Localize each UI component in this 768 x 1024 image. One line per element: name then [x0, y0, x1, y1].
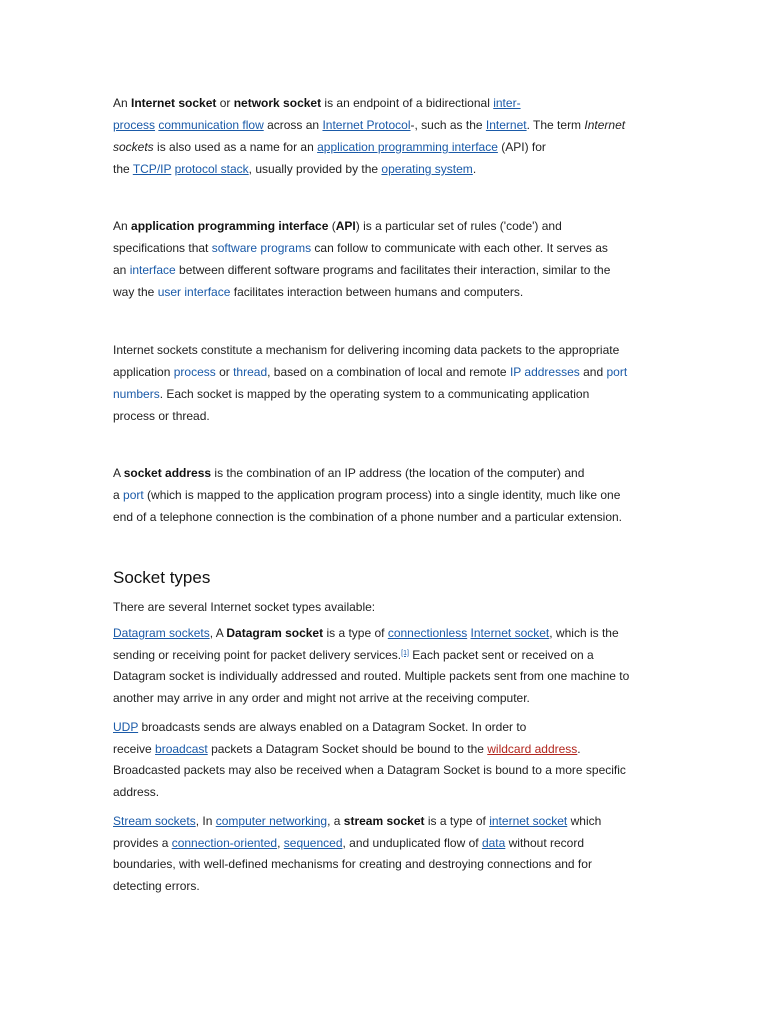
link-datagram-sockets[interactable]: Datagram sockets	[113, 626, 210, 640]
term-api: API	[335, 219, 356, 233]
text: a	[113, 488, 124, 502]
link-udp[interactable]: UDP	[113, 720, 139, 734]
term-api-full: application programming interface	[131, 219, 329, 233]
term-internet-sockets-cont: sockets	[113, 140, 154, 154]
text: A	[113, 466, 124, 480]
link-interface[interactable]: interface	[129, 263, 176, 277]
paragraph-stream-sockets	[113, 811, 658, 897]
text: across an	[263, 118, 323, 132]
link-wildcard-address[interactable]: wildcard address	[487, 741, 578, 756]
paragraph-api	[113, 215, 658, 303]
text: broadcasts sends are always enabled on a Datagram Socket. In order to	[138, 720, 527, 734]
citation-link[interactable]: [1]	[401, 649, 409, 657]
section-heading-socket-types: Socket types	[113, 568, 211, 587]
text: or	[216, 96, 234, 110]
text: between different software programs and facilitates their interaction, similar to the	[175, 263, 611, 277]
text: Each packet sent or received on a	[408, 647, 594, 662]
text: , In	[195, 814, 216, 828]
link-software-programs[interactable]: software programs	[211, 241, 312, 255]
text: or	[215, 365, 234, 379]
text: specifications that	[113, 241, 212, 255]
text: , A	[209, 626, 227, 640]
link-connectionless[interactable]: connectionless	[387, 626, 468, 640]
text: ) is a particular set of rules ('code') and	[355, 219, 562, 233]
text: An	[113, 96, 132, 110]
paragraph-udp-broadcast	[113, 717, 658, 803]
link-inter-process-cont[interactable]: process	[113, 118, 156, 132]
text: which	[567, 814, 602, 828]
text: .	[577, 741, 581, 756]
text: -, such as the	[410, 118, 486, 132]
text: end of a telephone connection is the combination of a phone number and a particular extension.	[113, 510, 623, 524]
link-port[interactable]: port	[123, 488, 144, 502]
text: , based on a combination of local and remote	[267, 365, 510, 379]
text: another may arrive in any order and might not arrive at the receiving computer.	[113, 690, 530, 705]
text: ,	[277, 835, 284, 850]
text: packets a Datagram Socket should be bound to the	[207, 741, 488, 756]
link-internet[interactable]: Internet	[485, 118, 527, 132]
text: , a	[327, 814, 344, 828]
link-port-numbers-cont[interactable]: numbers	[113, 387, 160, 401]
text: , which is the	[549, 626, 619, 640]
link-inter-process[interactable]: inter-	[493, 96, 521, 110]
text: (	[328, 219, 336, 233]
link-port-numbers[interactable]: port	[606, 365, 628, 379]
link-communication-flow[interactable]: communication flow	[158, 118, 264, 132]
link-thread[interactable]: thread	[233, 365, 268, 379]
text: and	[579, 365, 607, 379]
link-process[interactable]: process	[173, 365, 216, 379]
link-computer-networking[interactable]: computer networking	[215, 814, 328, 828]
text: an	[113, 263, 130, 277]
link-connection-oriented[interactable]: connection-oriented	[171, 835, 278, 850]
link-user-interface[interactable]: user interface	[157, 285, 231, 299]
text: way the	[113, 285, 158, 299]
text: is a type of	[424, 814, 490, 828]
term-network-socket: network socket	[233, 96, 322, 110]
text: (API) for	[497, 140, 546, 154]
text: , and unduplicated flow of	[342, 835, 482, 850]
text: address.	[113, 784, 160, 799]
text: Broadcasted packets may also be received when a Datagram Socket is bound to a more specific	[113, 763, 626, 778]
link-ip-addresses[interactable]: IP addresses	[509, 365, 580, 379]
link-stream-sockets[interactable]: Stream sockets	[113, 814, 196, 828]
text: the	[113, 162, 133, 176]
text: without record	[505, 835, 584, 850]
text: Internet sockets constitute a mechanism for delivering incoming data packets to the appropriate	[113, 343, 620, 357]
text: detecting errors.	[113, 878, 200, 893]
link-tcp-ip[interactable]: TCP/IP	[132, 162, 172, 176]
term-socket-address: socket address	[123, 466, 212, 480]
text: . The term	[526, 118, 585, 132]
text: can follow to communicate with each other. It serves as	[311, 241, 608, 255]
link-internet-socket[interactable]: Internet socket	[470, 626, 550, 640]
link-api[interactable]: application programming interface	[317, 140, 498, 154]
paragraph-socket-address	[113, 462, 658, 528]
text: . Each socket is mapped by the operating system to a communicating application	[159, 387, 590, 401]
text: sending or receiving point for packet delivery services.	[113, 647, 402, 662]
text: facilitates interaction between humans and computers.	[230, 285, 524, 299]
paragraph-mechanism	[113, 339, 658, 427]
text: , usually provided by the	[248, 162, 382, 176]
socket-types-intro: There are several Internet socket types available:	[113, 600, 376, 614]
text: is also used as a name for an	[153, 140, 318, 154]
text: application	[113, 365, 174, 379]
link-operating-system[interactable]: operating system	[381, 162, 473, 176]
text: is the combination of an IP address (the location of the computer) and	[211, 466, 585, 480]
text: An	[113, 219, 132, 233]
link-protocol-stack[interactable]: protocol stack	[174, 162, 249, 176]
text: provides a	[113, 835, 172, 850]
term-stream-socket: stream socket	[343, 814, 425, 828]
text: Datagram socket is individually addressed and routed. Multiple packets sent from one machine to	[113, 669, 630, 684]
term-internet-sockets: Internet	[584, 118, 626, 132]
text: .	[472, 162, 477, 176]
text: boundaries, with well-defined mechanisms for creating and destroying connections and for	[113, 857, 592, 872]
paragraph-internet-socket	[113, 92, 658, 180]
text: receive	[113, 741, 156, 756]
link-internet-socket[interactable]: internet socket	[489, 814, 568, 828]
link-data[interactable]: data	[481, 835, 506, 850]
paragraph-datagram-sockets	[113, 623, 658, 709]
text: process or thread.	[113, 409, 210, 423]
text: is a type of	[323, 626, 388, 640]
term-datagram-socket: Datagram socket	[226, 626, 324, 640]
link-internet-protocol[interactable]: Internet Protocol	[322, 118, 411, 132]
link-broadcast[interactable]: broadcast	[155, 741, 208, 756]
text: is an endpoint of a bidirectional	[321, 96, 494, 110]
term-internet-socket: Internet socket	[131, 96, 217, 110]
text: (which is mapped to the application program process) into a single identity, much like one	[143, 488, 621, 502]
link-sequenced[interactable]: sequenced	[283, 835, 343, 850]
